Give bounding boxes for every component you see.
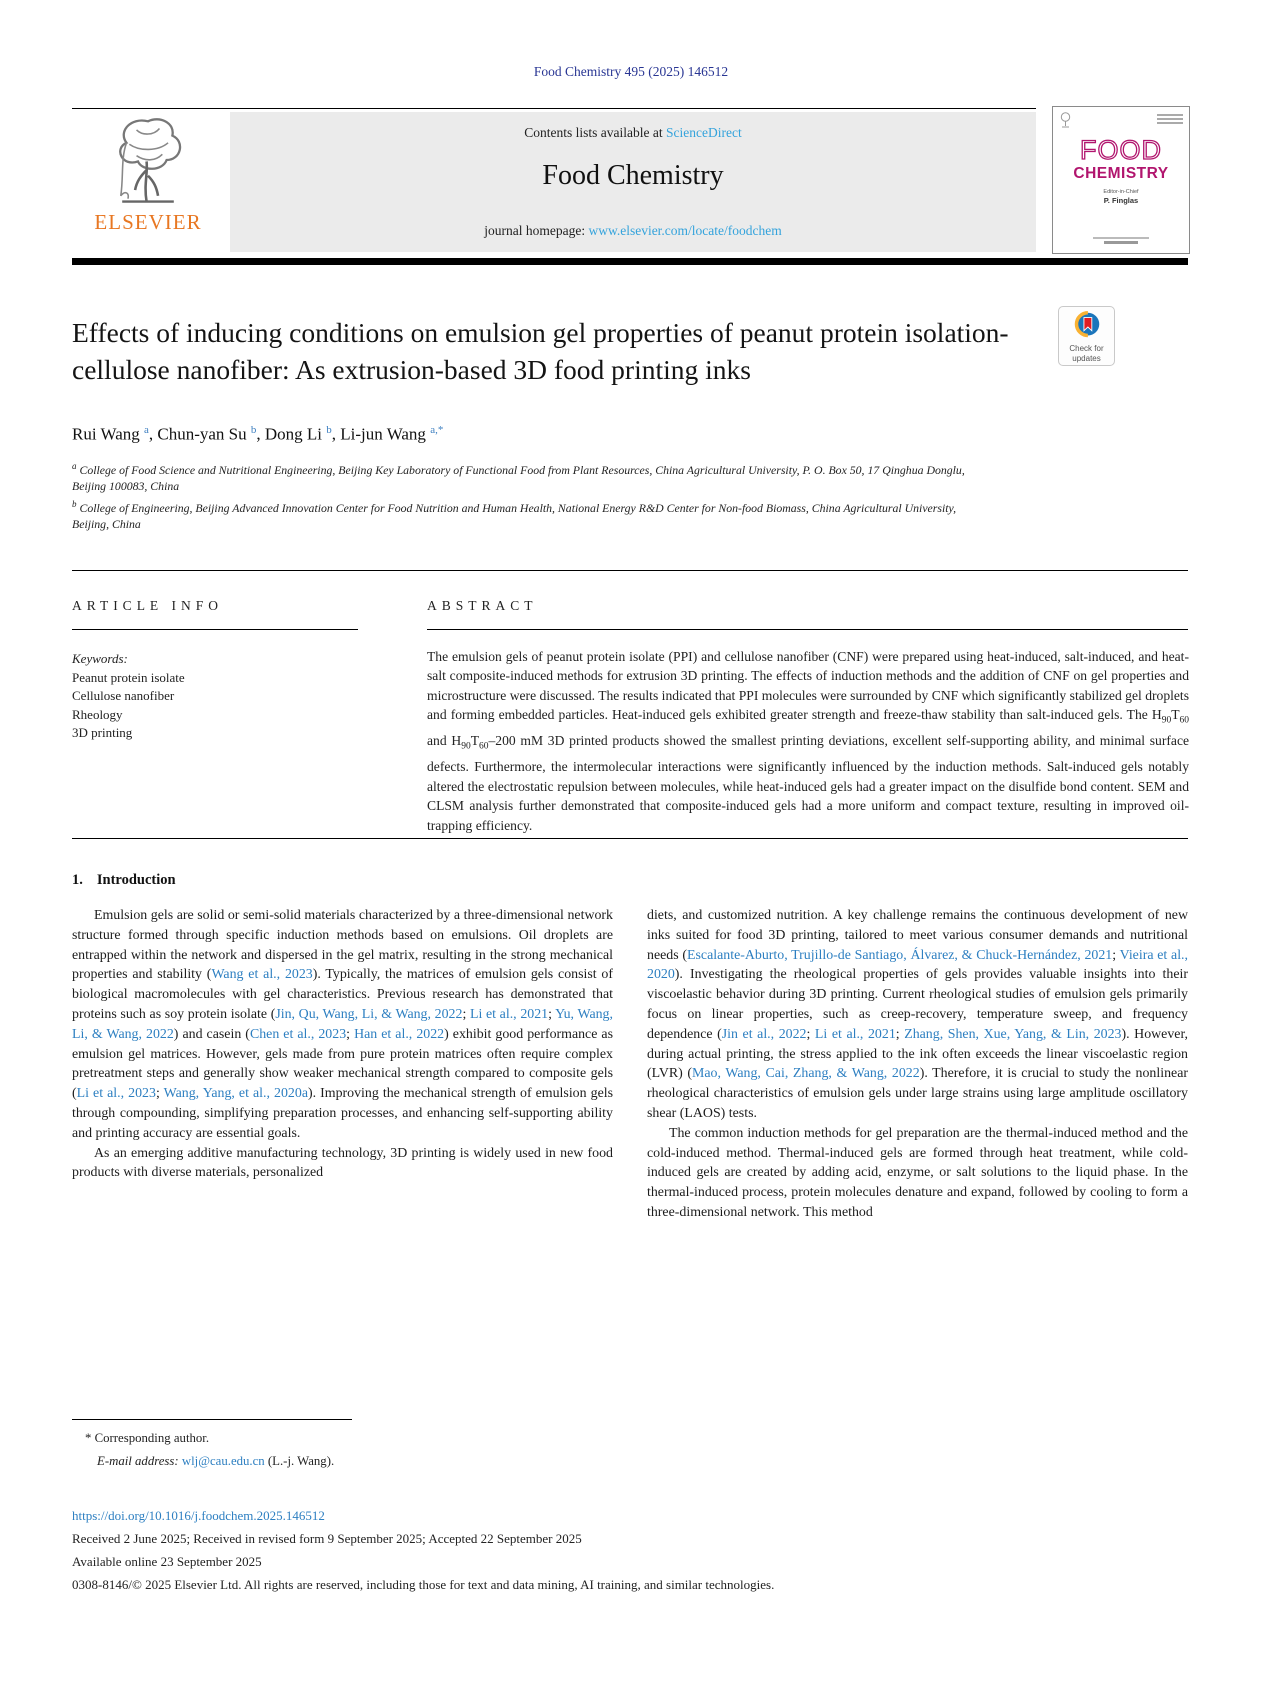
citation-link[interactable]: Chen et al., 2023 xyxy=(249,1026,347,1042)
section-heading-introduction xyxy=(72,872,176,889)
doi-link[interactable]: https://doi.org/10.1016/j.foodchem.2025.146512 xyxy=(72,1508,325,1523)
corresponding-author-note: * Corresponding author. xyxy=(85,1431,210,1445)
citation-link[interactable]: Zhang, Shen, Xue, Yang, & Lin, 2023 xyxy=(904,1026,1122,1042)
citation-link[interactable]: Yu, Wang, Li, & Wang, 2022 xyxy=(72,1006,613,1042)
crossmark-icon xyxy=(1073,311,1101,339)
check-for-updates-badge[interactable] xyxy=(1058,306,1115,366)
abstract-heading: ABSTRACT xyxy=(427,598,538,613)
running-head-citation: Food Chemistry 495 (2025) 146512 xyxy=(533,64,729,79)
abstract-body: The emulsion gels of peanut protein isolate (PPI) and cellulose nanofiber (CNF) were prepared using heat-induced, salt-induced, and heat-salt composite-induced methods for extrusion 3D printing. The effects of induction methods and the addition of CNF on gel properties and microstructure were discussed. The results indicated that PPI molecules were surrounded by CNF which significantly stabilized gel droplets and forming embedded particles. Heat-induced gels exhibited greater strength and freeze-thaw stability than salt-induced gels. The $H_{90}T_{60}$ and $H_{90}T_{60}-200$ mM 3D printed products showed the smallest printing deviations, excellent self-supporting ability, and minimal surface defects. Furthermore, the intermolecular interactions were significantly influenced by the induction methods. Salt-induced gels notably altered the electrostatic repulsion between molecules, while heat-induced gels had a greater impact on the disulfide bond content. SEM and CLSM analysis further demonstrated that composite-induced gels had a more uniform and compact texture, resulting in improved oil-trapping efficiency. xyxy=(427,649,1190,833)
keywords-block xyxy=(72,650,185,743)
citation-link[interactable]: Jin et al., 2022 xyxy=(721,1026,807,1042)
cover-editor-name: P. Finglas xyxy=(1103,196,1139,205)
affiliation-b: $^b$ College of Engineering, Beijing Advanced Innovation Center for Food Nutrition and Human Health, National Energy R&D Center for Non-food Biomass, China Agricultural University, Beijing, China xyxy=(72,498,957,532)
available-online: Available online 23 September 2025 xyxy=(72,1554,262,1569)
article-info-heading: ARTICLE INFO xyxy=(72,598,224,613)
cover-editor-label: Editor-in-Chief xyxy=(1103,189,1139,195)
citation-link[interactable]: Mao, Wang, Cai, Zhang, & Wang, 2022 xyxy=(692,1066,920,1082)
homepage-prefix: journal homepage: xyxy=(484,223,589,238)
keyword-item: 3D printing xyxy=(72,725,133,740)
affiliations xyxy=(72,458,977,534)
cover-issn-lines xyxy=(1157,114,1183,126)
divider-rule xyxy=(72,570,1188,571)
abstract-underline xyxy=(427,629,1188,630)
masthead-banner xyxy=(230,112,1036,252)
journal-cover-thumbnail xyxy=(1052,106,1190,254)
affiliation-a: $^a$ College of Food Science and Nutritional Engineering, Beijing Key Laboratory of Functional Food from Plant Resources, China Agricultural University, P. O. Box 50, 17 Qinghua Donglu, Beijing 100083, China xyxy=(72,461,965,494)
footnote-rule xyxy=(72,1419,352,1420)
article-title: Effects of inducing conditions on emulsion gel properties of peanut protein isolation-cellulose nanofiber: As extrusion-based 3D food printing inks xyxy=(72,317,1009,385)
journal-title: Food Chemistry xyxy=(542,160,724,191)
divider-rule-bottom xyxy=(72,838,1188,839)
copyright-line: 0308-8146/© 2025 Elsevier Ltd. All rights are reserved, including those for text and data mining, AI training, and similar technologies. xyxy=(72,1577,775,1592)
elsevier-tree-icon xyxy=(105,112,191,208)
sciencedirect-link[interactable]: ScienceDirect xyxy=(666,125,742,140)
cover-title-chemistry: CHEMISTRY xyxy=(1073,165,1169,182)
citation-link[interactable]: Li et al., 2023 xyxy=(76,1086,156,1102)
keyword-item: Rheology xyxy=(72,706,123,722)
masthead-top-rule xyxy=(72,108,1036,109)
citation-link[interactable]: Wang, Yang, et al., 2020a xyxy=(163,1086,308,1102)
inline-link[interactable]: wlj@cau.edu.cn xyxy=(181,1453,265,1468)
citation-link[interactable]: Jin, Qu, Wang, Li, & Wang, 2022 xyxy=(275,1006,463,1022)
elsevier-logo xyxy=(72,112,224,252)
citation-link[interactable]: Escalante-Aburto, Trujillo-de Santiago, Álvarez, & Chuck-Hernández, 2021 xyxy=(687,947,1113,963)
homepage-line xyxy=(230,223,1036,239)
keywords-list xyxy=(72,669,185,743)
section-label: Introduction xyxy=(96,872,176,888)
badge-text: Check for updates xyxy=(1069,344,1104,363)
paragraph: As an emerging additive manufacturing technology, 3D printing is widely used in new food products with diverse materials, personalized xyxy=(72,1145,613,1181)
elsevier-wordmark: ELSEVIER xyxy=(94,210,202,234)
keyword-item: Cellulose nanofiber xyxy=(72,688,175,703)
author-list: Rui Wang $^a$, Chun-yan Su $^b$, Dong Li $^b$, Li-jun Wang $^{a,*}$ xyxy=(72,424,444,444)
cover-tree-icon xyxy=(1059,112,1072,128)
email-line: E-mail address: wlj@cau.edu.cn (L.-j. Wang). xyxy=(97,1453,335,1468)
contents-line xyxy=(230,125,1036,141)
citation-link[interactable]: Han et al., 2022 xyxy=(354,1026,445,1042)
body-column-left xyxy=(72,906,613,1223)
homepage-url-link[interactable]: www.elsevier.com/locate/foodchem xyxy=(588,223,782,238)
citation-link[interactable]: Wang et al., 2023 xyxy=(211,967,313,983)
keywords-label: Keywords: xyxy=(72,651,128,666)
cover-footer-lines xyxy=(1053,237,1189,244)
article-info-underline xyxy=(72,629,358,630)
paragraph: diets, and customized nutrition. A key challenge remains the continuous development of new inks suited for food 3D printing, tailored to meet various consumer demands and nutritional needs (Escalante-Aburto, Trujillo-de Santiago, Álvarez, & Chuck-Hernández, 2021; Vieira et al., 2020). Investigating the rheological properties of gels provides valuable insights into their viscoelastic behavior during 3D printing. Current rheological studies of emulsion gels primarily focus on linear properties, such as creep-recovery, temperature sweep, and frequency dependence (Jin et al., 2022; Li et al., 2021; Zhang, Shen, Xue, Yang, & Lin, 2023). However, during actual printing, the stress applied to the ink often exceeds the linear viscoelastic region (LVR) (Mao, Wang, Cai, Zhang, & Wang, 2022). Therefore, it is crucial to study the nonlinear rheological characteristics of emulsion gels under large strains using large amplitude oscillatory shear (LAOS) tests. xyxy=(647,908,1188,1121)
citation-link[interactable]: Li et al., 2021 xyxy=(814,1026,896,1042)
contents-prefix: Contents lists available at xyxy=(524,125,666,140)
citation-link[interactable]: Vieira et al., 2020 xyxy=(647,947,1188,983)
received-dates: Received 2 June 2025; Received in revised form 9 September 2025; Accepted 22 September 2025 xyxy=(72,1531,582,1546)
footnote-block xyxy=(72,1427,334,1472)
cover-title-food: FOOD xyxy=(1080,135,1162,165)
body-column-right xyxy=(647,906,1188,1223)
masthead-black-bar xyxy=(72,258,1188,265)
section-number: 1. xyxy=(72,872,83,888)
imprint-block xyxy=(72,1504,774,1596)
paragraph: Emulsion gels are solid or semi-solid materials characterized by a three-dimensional network structure formed through specific induction methods based on emulsions. Oil droplets are entrapped within the network and dispersed in the gel matrix, resulting in the strong mechanical properties and stability (Wang et al., 2023). Typically, the matrices of emulsion gels consist of biological macromolecules with gel characteristics. Previous research has demonstrated that proteins such as soy protein isolate (Jin, Qu, Wang, Li, & Wang, 2022; Li et al., 2021; Yu, Wang, Li, & Wang, 2022) and casein (Chen et al., 2023; Han et al., 2022) exhibit good performance as emulsion gel matrices. However, gels made from pure protein matrices often require complex pretreatment steps and generally show weaker mechanical strength compared to composite gels (Li et al., 2023; Wang, Yang, et al., 2020a). Improving the mechanical strength of emulsion gels through compounding, simplifying preparation processes, and enhancing self-supporting ability and printing accuracy are essential goals. xyxy=(72,908,614,1141)
body-columns xyxy=(72,906,1188,1223)
paragraph: The common induction methods for gel preparation are the thermal-induced method and the cold-induced method. Thermal-induced gels are formed through heat treatment, while cold-induced gels are created by adding acid, enzyme, or salt solutions to the liquid phase. In the thermal-induced process, protein molecules denature and expand, followed by cooling to form a three-dimensional network. This method xyxy=(647,1125,1188,1220)
citation-link[interactable]: Li et al., 2021 xyxy=(469,1006,549,1022)
keyword-item: Peanut protein isolate xyxy=(72,669,185,685)
